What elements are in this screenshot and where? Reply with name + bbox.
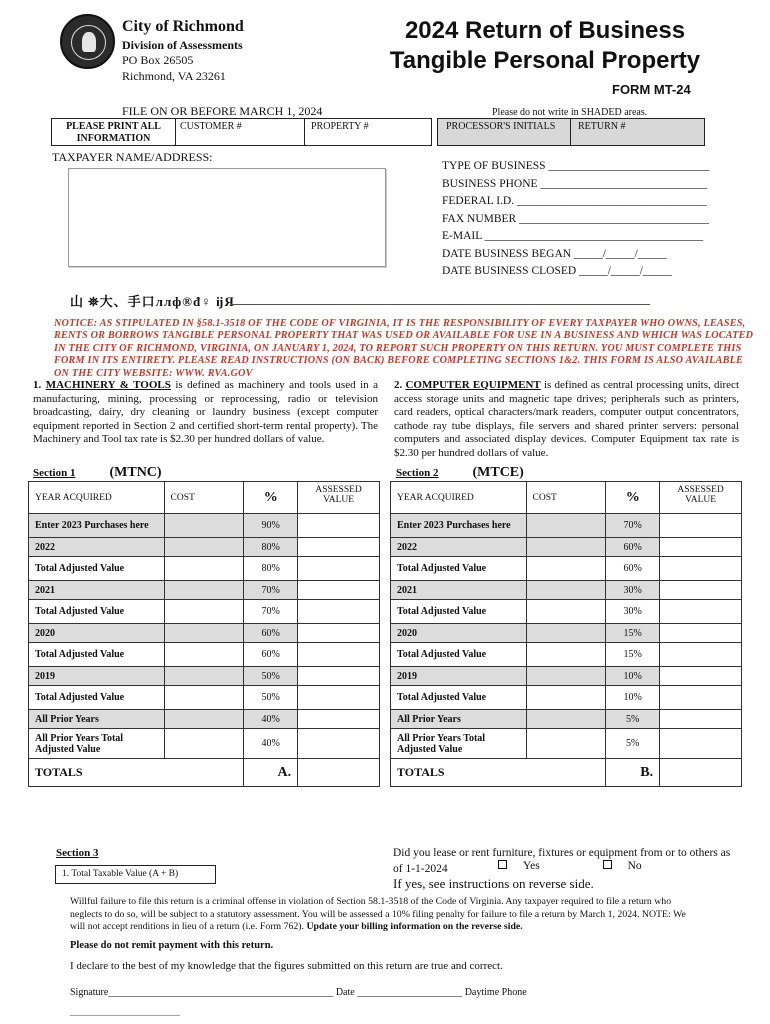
col-pct-header: % <box>606 482 660 514</box>
pct-cell: 60% <box>606 538 660 557</box>
form-title: 2024 Return of Business Tangible Personal Property <box>389 17 701 74</box>
row-label: 2020 <box>391 624 527 643</box>
pct-cell: 10% <box>606 686 660 710</box>
pct-cell: 60% <box>606 557 660 581</box>
assessed-value-input[interactable] <box>298 624 380 643</box>
return-number-label: RETURN # <box>578 121 626 132</box>
customer-box <box>51 118 305 146</box>
assessed-value-input[interactable] <box>298 643 380 667</box>
assessed-value-input[interactable] <box>298 514 380 538</box>
business-info-line[interactable]: BUSINESS PHONE _____________________________ <box>442 177 708 190</box>
table-row <box>29 581 380 600</box>
table-row <box>29 557 380 581</box>
pct-cell: 90% <box>244 514 298 538</box>
table-row <box>391 538 742 557</box>
cost-input[interactable] <box>164 600 244 624</box>
no-checkbox[interactable] <box>603 860 612 869</box>
lease-options: Yes No <box>470 860 642 872</box>
business-info-line[interactable]: FAX NUMBER _________________________________ <box>442 212 709 225</box>
cost-input[interactable] <box>164 729 244 759</box>
division-name: Division of Assessments <box>122 38 243 52</box>
cost-input[interactable] <box>164 538 244 557</box>
lease-question: Did you lease or rent furniture, fixtures or equipment from or to others as of 1-1-2024 <box>393 847 731 875</box>
pct-cell: 5% <box>606 729 660 759</box>
handwritten-scribble: 山 ⛯⼤、⼿口ллф®đ♀ ĳЯ <box>70 294 235 309</box>
cost-input[interactable] <box>164 581 244 600</box>
row-label: Enter 2023 Purchases here <box>29 514 165 538</box>
table-row <box>29 686 380 710</box>
totals-row <box>29 759 380 787</box>
pct-cell: 50% <box>244 667 298 686</box>
cost-input[interactable] <box>526 667 606 686</box>
city-name: City of Richmond <box>122 18 244 35</box>
cost-input[interactable] <box>164 514 244 538</box>
cost-input[interactable] <box>526 538 606 557</box>
totals-label: TOTALS <box>391 759 606 787</box>
phone-line[interactable]: ______________________ <box>70 1006 180 1017</box>
cost-input[interactable] <box>526 600 606 624</box>
no-remit-note: Please do not remit payment with this return. <box>70 940 274 951</box>
row-label: 2020 <box>29 624 165 643</box>
section1-description: 1. MACHINERY & TOOLS is defined as machinery and tools used in a manufacturing, mining, processing or reprocessing, radio or television broadcasting, dairy, dry cleaning or laundry business (except computer equipment reported in Section 2 and certified short-term rental property). The Machinery and Tool tax rate is $2.30 per hundred dollars of value. <box>33 379 378 445</box>
pct-cell: 80% <box>244 538 298 557</box>
cost-input[interactable] <box>526 514 606 538</box>
row-label: 2021 <box>29 581 165 600</box>
table-row <box>391 686 742 710</box>
table-row <box>391 667 742 686</box>
pct-cell: 60% <box>244 624 298 643</box>
pct-cell: 5% <box>606 710 660 729</box>
cost-input[interactable] <box>526 710 606 729</box>
mailing-address: PO Box 26505 Richmond, VA 23261 <box>122 53 226 83</box>
shaded-note: Please do not write in SHADED areas. <box>492 107 648 118</box>
cost-input[interactable] <box>164 624 244 643</box>
cost-input[interactable] <box>164 710 244 729</box>
row-label: Total Adjusted Value <box>29 557 165 581</box>
business-info-line[interactable]: TYPE OF BUSINESS ____________________________ <box>442 160 710 172</box>
col-pct-header: % <box>244 482 298 514</box>
totals-letter: A. <box>244 759 298 787</box>
assessed-value-input[interactable] <box>660 686 742 710</box>
cost-input[interactable] <box>164 643 244 667</box>
assessed-value-input[interactable] <box>298 710 380 729</box>
totals-label: TOTALS <box>29 759 244 787</box>
assessed-value-input[interactable] <box>298 557 380 581</box>
cost-input[interactable] <box>164 557 244 581</box>
table-row <box>391 581 742 600</box>
row-label: All Prior Years <box>29 710 165 729</box>
table-row <box>29 600 380 624</box>
table-row <box>29 710 380 729</box>
col-year-header: YEAR ACQUIRED <box>29 482 165 514</box>
pct-cell: 15% <box>606 643 660 667</box>
assessed-value-input[interactable] <box>660 729 742 759</box>
pct-cell: 60% <box>244 643 298 667</box>
business-info-line[interactable]: DATE BUSINESS CLOSED _____/_____/_____ <box>442 265 672 277</box>
section1-heading: Section 1 (MTNC) <box>33 465 162 480</box>
processor-initials-label: PROCESSOR'S INITIALS <box>446 121 556 132</box>
scribble-line <box>230 304 650 305</box>
assessed-value-input[interactable] <box>660 600 742 624</box>
section2-description: 2. COMPUTER EQUIPMENT is defined as central processing units, direct access storage units and magnetic tape drives; peripherals such as printers, card readers, optical characters/mark readers, computer output concentrators, cathode ray tube displays, file servers and shared printer servers: personal computers and associated display devices. Computer Equipment tax rate is $2.30 per hundred dollars of value. <box>394 379 739 459</box>
assessed-value-input[interactable] <box>298 667 380 686</box>
business-info-line[interactable]: DATE BUSINESS BEGAN _____/_____/_____ <box>442 247 667 260</box>
assessed-value-input[interactable] <box>298 686 380 710</box>
assessed-value-input[interactable] <box>660 581 742 600</box>
assessed-value-input[interactable] <box>660 538 742 557</box>
table-row <box>29 514 380 538</box>
row-label: 2019 <box>29 667 165 686</box>
table-row <box>29 624 380 643</box>
customer-number-field[interactable]: CUSTOMER # <box>180 121 242 132</box>
pct-cell: 15% <box>606 624 660 643</box>
pct-cell: 70% <box>606 514 660 538</box>
totals-letter: B. <box>606 759 660 787</box>
table-row <box>391 557 742 581</box>
signature-field[interactable]: Signature_____________________________________________ Date _____________________ Daytime Phone <box>70 987 527 998</box>
col-year-header: YEAR ACQUIRED <box>391 482 527 514</box>
pct-cell: 80% <box>244 557 298 581</box>
section2-heading: Section 2 (MTCE) <box>396 465 524 480</box>
willful-failure-text: Willful failure to file this return is a criminal offense in violation of Section 58.1-3518 of the Code of Virginia. Any taxpayer required to file a return who neglects to do so, will be subject to a statutory assessment. You will be assessed a 10% filing penalty for failure to file a return by March 1, 2024. NOTE: We will not accept renditions in lieu of a return (i.e. Form 762). Update your billing information on the reverse side. <box>70 896 686 932</box>
row-label: All Prior Years Total Adjusted Value <box>29 729 165 759</box>
pct-cell: 40% <box>244 710 298 729</box>
form-number: FORM MT-24 <box>612 82 691 97</box>
cost-input[interactable] <box>526 557 606 581</box>
processor-box <box>437 118 705 146</box>
table-row <box>391 514 742 538</box>
col-assessed-header: ASSESSED VALUE <box>298 482 380 514</box>
table-row <box>391 624 742 643</box>
cost-input[interactable] <box>526 729 606 759</box>
pct-cell: 10% <box>606 667 660 686</box>
cost-input[interactable] <box>526 624 606 643</box>
city-seal-logo <box>60 14 115 69</box>
machinery-tools-table <box>28 481 380 787</box>
table-row <box>391 600 742 624</box>
assessed-value-input[interactable] <box>298 600 380 624</box>
row-label: Total Adjusted Value <box>391 643 527 667</box>
computer-equipment-table <box>390 481 742 787</box>
pct-cell: 30% <box>606 600 660 624</box>
pct-cell: 70% <box>244 600 298 624</box>
file-deadline: FILE ON OR BEFORE MARCH 1, 2024 <box>122 104 323 118</box>
assessed-value-input[interactable] <box>298 729 380 759</box>
if-yes-note: If yes, see instructions on reverse side. <box>393 876 594 891</box>
property-number-field[interactable]: PROPERTY # <box>305 118 432 146</box>
print-all-label: PLEASE PRINT ALL INFORMATION <box>52 119 176 145</box>
section3-heading: Section 3 <box>56 847 99 859</box>
pct-cell: 70% <box>244 581 298 600</box>
cost-input[interactable] <box>164 667 244 686</box>
row-label: Total Adjusted Value <box>29 600 165 624</box>
table-row <box>29 729 380 759</box>
row-label: 2022 <box>29 538 165 557</box>
assessed-value-input[interactable] <box>660 643 742 667</box>
table-row <box>29 643 380 667</box>
row-label: Total Adjusted Value <box>391 557 527 581</box>
totals-row <box>391 759 742 787</box>
col-assessed-header: ASSESSED VALUE <box>660 482 742 514</box>
assessed-value-input[interactable] <box>660 710 742 729</box>
pct-cell: 50% <box>244 686 298 710</box>
assessed-value-input[interactable] <box>660 667 742 686</box>
pct-cell: 30% <box>606 581 660 600</box>
taxpayer-address-field[interactable] <box>68 168 386 267</box>
row-label: Enter 2023 Purchases here <box>391 514 527 538</box>
assessed-value-input[interactable] <box>660 557 742 581</box>
notice-text: NOTICE: AS STIPULATED IN §58.1-3518 OF THE CODE OF VIRGINIA, IT IS THE RESPONSIBILITY OF EVERY TAXPAYER WHO OWNS, LEASES, RENTS OR BORROWS TANGIBLE PERSONAL PROPERTY THAT WAS USED OR AVAILABLE FOR USE IN A BUSINESS AND WHICH WAS LOCATED IN THE CITY OF RICHMOND, VIRGINIA, ON JANUARY 1, 2024, TO REPORT SUCH PROPERTY ON THIS RETURN. YOU MUST COMPLETE THIS FORM IN ITS ENTIRETY. PLEASE READ INSTRUCTIONS (ON BACK) BEFORE COMPLETING SECTIONS 1&2. THIS FORM IS ALSO AVAILABLE ON THE CITY WEBSITE: WWW. RVA.GOV <box>54 318 754 379</box>
assessed-value-input[interactable] <box>298 581 380 600</box>
assessed-value-input[interactable] <box>298 538 380 557</box>
business-info-line[interactable]: E-MAIL ______________________________________ <box>442 230 704 242</box>
row-label: All Prior Years <box>391 710 527 729</box>
row-label: 2019 <box>391 667 527 686</box>
row-label: All Prior Years Total Adjusted Value <box>391 729 527 759</box>
row-label: 2022 <box>391 538 527 557</box>
col-cost-header: COST <box>526 482 606 514</box>
declaration-text: I declare to the best of my knowledge that the figures submitted on this return are true and correct. <box>70 960 503 972</box>
assessed-value-input[interactable] <box>660 624 742 643</box>
table-row <box>29 667 380 686</box>
row-label: 2021 <box>391 581 527 600</box>
cost-input[interactable] <box>526 686 606 710</box>
totals-input[interactable] <box>660 759 742 787</box>
row-label: Total Adjusted Value <box>391 600 527 624</box>
business-info-line[interactable]: FEDERAL I.D. _________________________________ <box>442 195 707 207</box>
pct-cell: 40% <box>244 729 298 759</box>
row-label: Total Adjusted Value <box>29 643 165 667</box>
col-cost-header: COST <box>164 482 244 514</box>
totals-input[interactable] <box>298 759 380 787</box>
table-row <box>391 710 742 729</box>
yes-checkbox[interactable] <box>498 860 507 869</box>
row-label: Total Adjusted Value <box>391 686 527 710</box>
row-label: Total Adjusted Value <box>29 686 165 710</box>
business-info-fields[interactable] <box>442 158 709 281</box>
table-row <box>391 729 742 759</box>
taxpayer-label: TAXPAYER NAME/ADDRESS: <box>52 150 213 164</box>
cost-input[interactable] <box>526 643 606 667</box>
total-taxable-value-field[interactable]: 1. Total Taxable Value (A + B) <box>55 865 216 884</box>
assessed-value-input[interactable] <box>660 514 742 538</box>
cost-input[interactable] <box>164 686 244 710</box>
table-row <box>29 538 380 557</box>
table-row <box>391 643 742 667</box>
cost-input[interactable] <box>526 581 606 600</box>
